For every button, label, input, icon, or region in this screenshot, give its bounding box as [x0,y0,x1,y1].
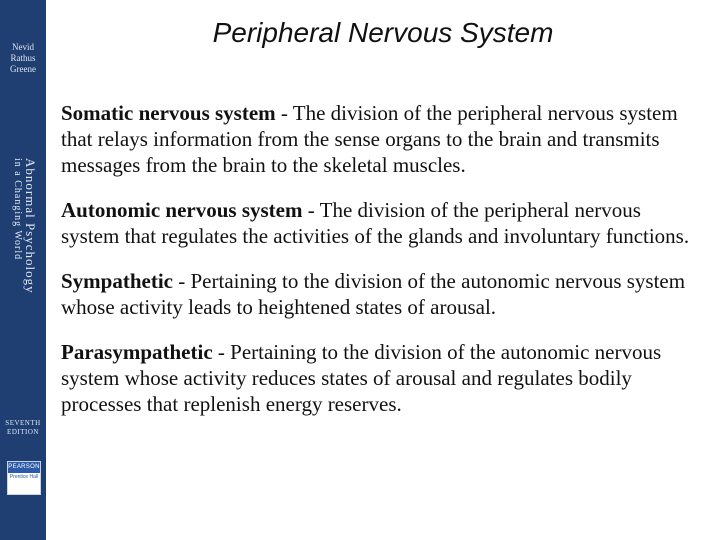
definition-text: - Pertaining to the division of the autonomic nervous system whose activity reduces states of arousal and regulates bodily processes that replenish energy reserves. [61,340,662,416]
book-spine-sidebar [0,0,46,540]
definitions-list [61,100,701,436]
author-name: Nevid [12,42,34,52]
author-name: Greene [10,64,36,74]
definition-term: Parasympathetic [61,340,213,364]
edition-line1: SEVENTH [5,419,41,427]
authors-list [4,42,42,75]
definition-term: Somatic nervous system [61,101,276,125]
slide-title: Peripheral Nervous System [212,17,554,48]
definition-text: - Pertaining to the division of the autonomic nervous system whose activity leads to heightened states of arousal. [61,269,686,319]
definition-text: - The division of the peripheral nervous system that regulates the activities of the glands and involuntary functions. [61,198,690,248]
definition-term: Sympathetic [61,269,173,293]
definition-sympathetic [61,268,701,320]
definition-autonomic [61,197,701,249]
definition-text: - The division of the peripheral nervous system that relays information from the sense organs to the brain and transmits messages from the brain to the skeletal muscles. [61,101,678,177]
author-name: Rathus [10,53,36,63]
edition-label [2,419,44,437]
definition-parasympathetic [61,339,701,417]
publisher-logo [7,461,41,495]
publisher-name: PEARSON [8,462,40,473]
book-title-line2: in a Changing World [12,158,23,261]
definition-term: Autonomic nervous system [61,198,303,222]
publisher-imprint: Prentice Hall [9,474,39,480]
book-title-line1: Abnormal Psychology [23,158,38,294]
edition-line2: EDITION [7,428,39,436]
definition-somatic [61,100,701,178]
